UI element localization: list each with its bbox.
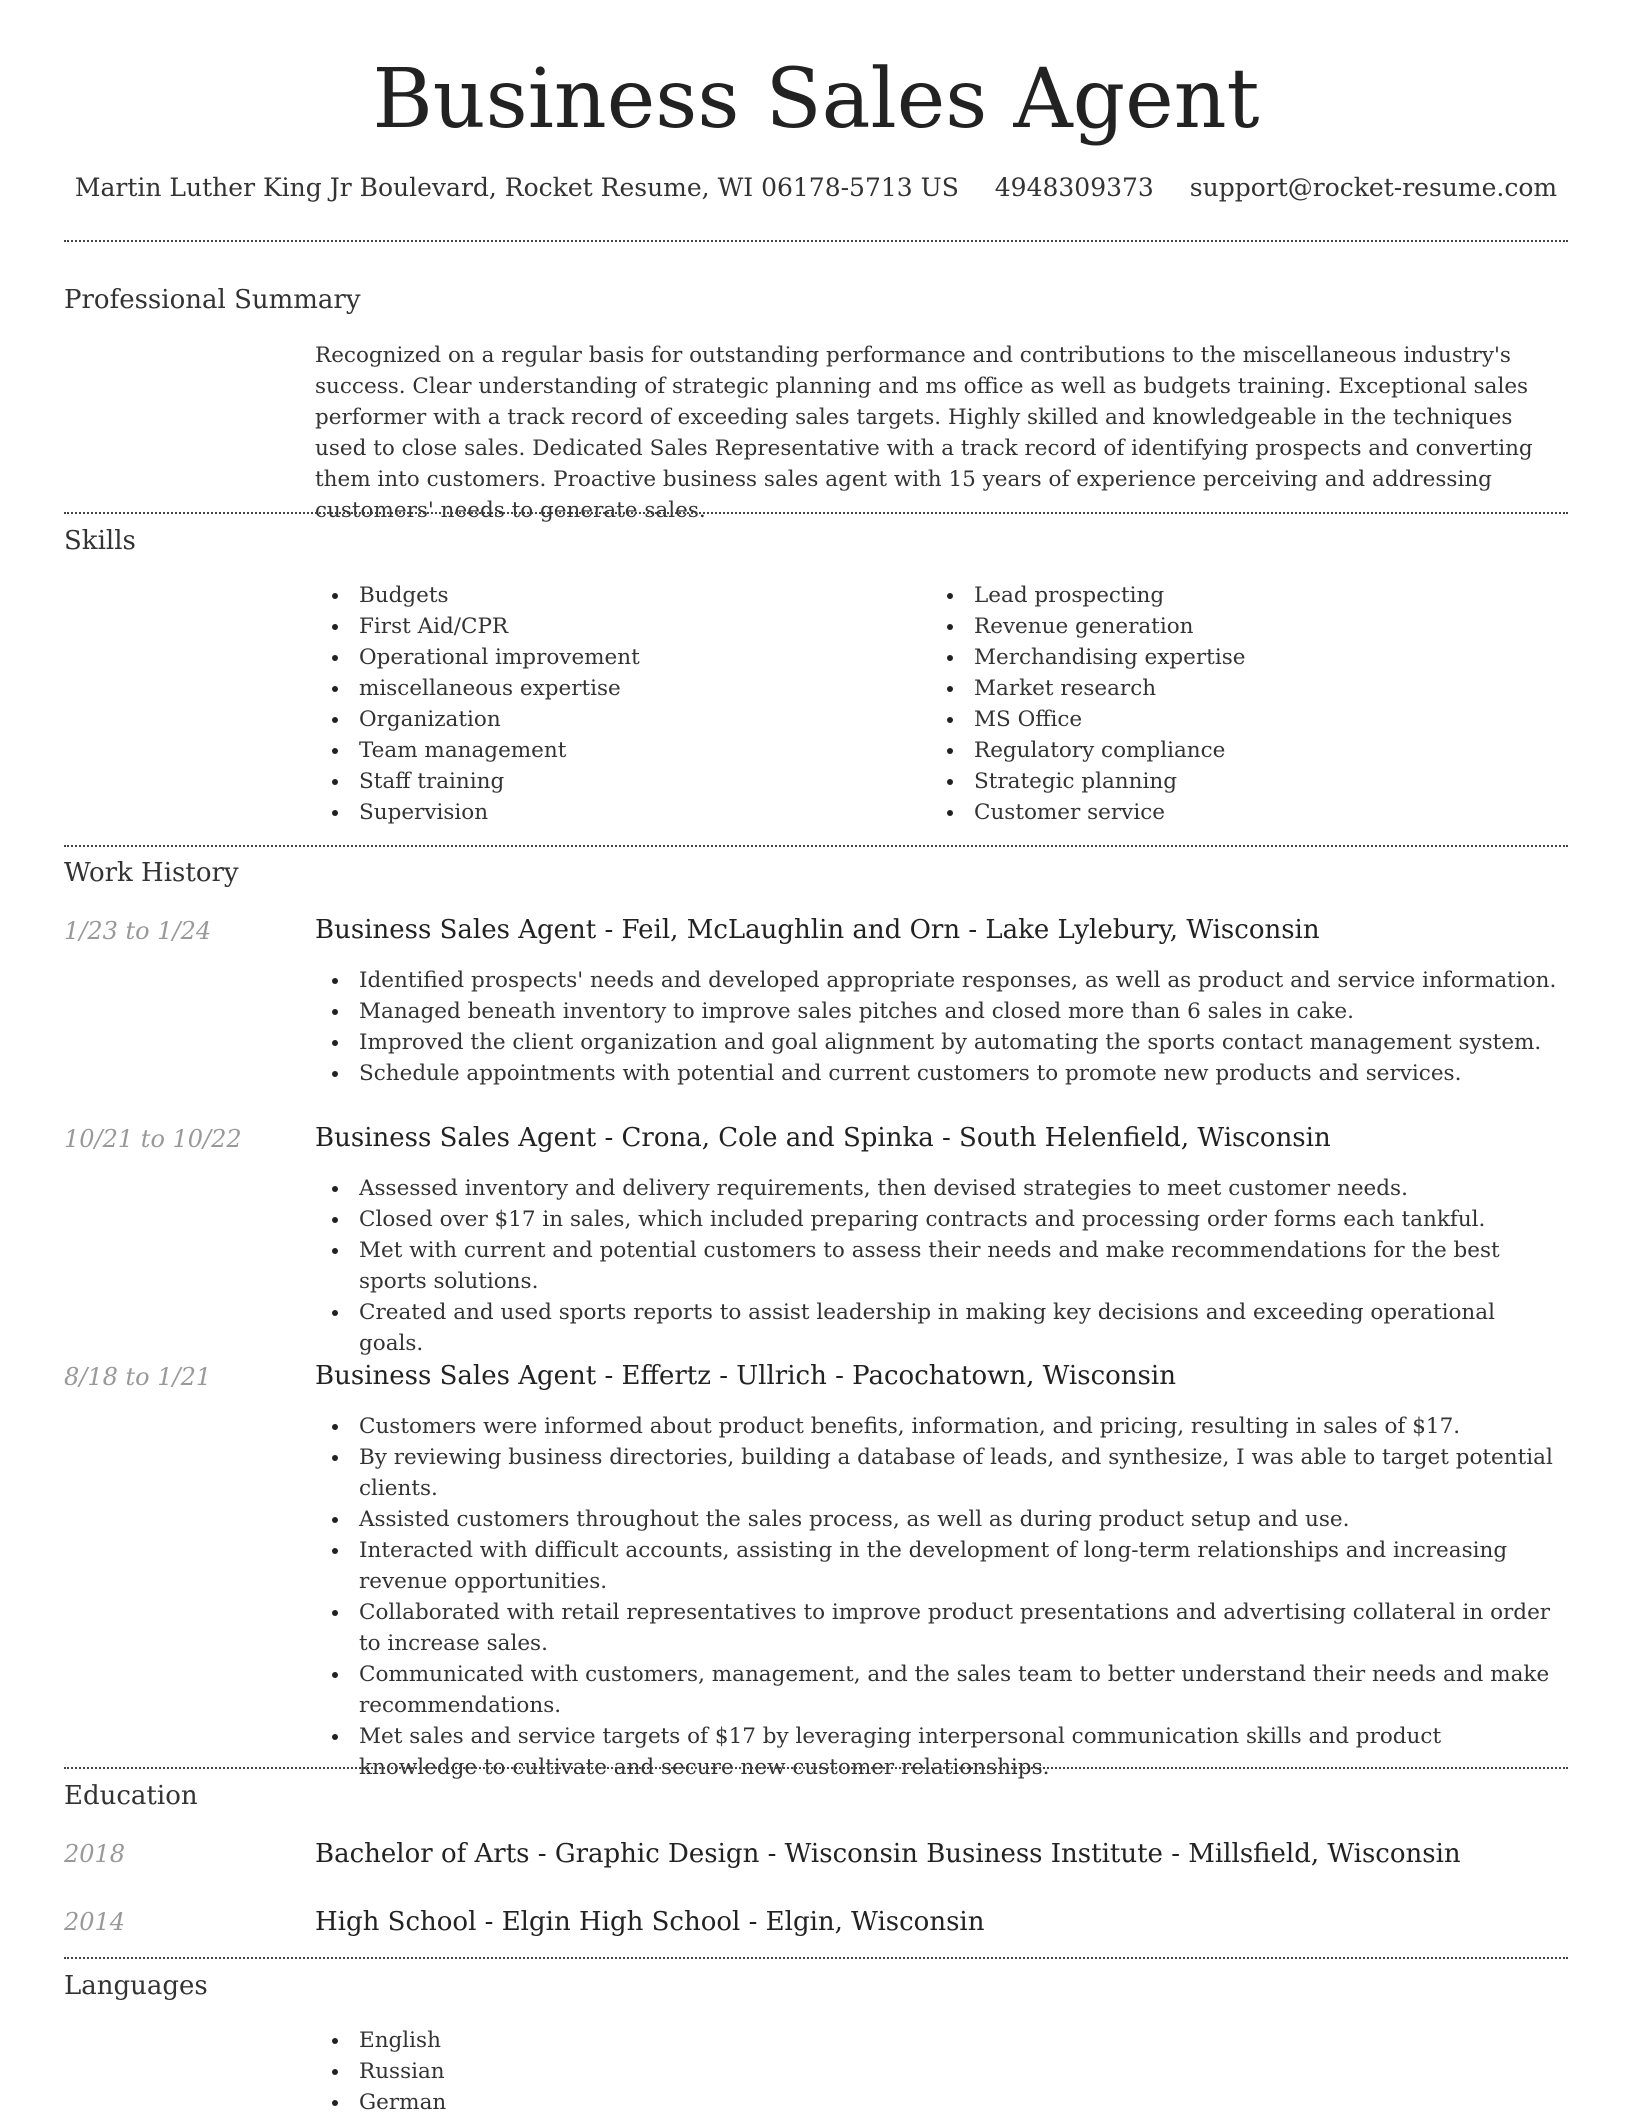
skill-item: First Aid/CPR xyxy=(315,611,640,642)
skill-item: Operational improvement xyxy=(315,642,640,673)
job-bullet: By reviewing business directories, building a database of leads, and synthesize, I was able to target potential clients. xyxy=(315,1442,1565,1504)
divider xyxy=(64,240,1568,242)
job-title: Business Sales Agent - Feil, McLaughlin and Orn - Lake Lylebury, Wisconsin xyxy=(315,915,1320,945)
job-date: 8/18 to 1/21 xyxy=(64,1363,212,1391)
section-title-languages: Languages xyxy=(64,1971,208,2001)
skill-item: Revenue generation xyxy=(930,611,1245,642)
education-year: 2014 xyxy=(64,1908,126,1936)
contact-phone: 4948309373 xyxy=(994,173,1154,202)
summary-text: Recognized on a regular basis for outstanding performance and contributions to the miscellaneous industry's success. Clear understanding of strategic planning and ms office as well as budgets training. Exceptional sales performer with a track record of exceeding sales targets. Highly skilled and knowledgeable in the techniques used to close sales. Dedicated Sales Representative with a track record of identifying prospects and converting them into customers. Proactive business sales agent with 15 years of experience perceiving and addressing customers' needs to generate sales. xyxy=(315,343,1533,523)
skill-item: Lead prospecting xyxy=(930,580,1245,611)
skills-list-left xyxy=(315,580,640,828)
section-title-education: Education xyxy=(64,1781,198,1811)
job-bullet: Schedule appointments with potential and current customers to promote new products and services. xyxy=(315,1058,1565,1089)
section-title-summary: Professional Summary xyxy=(64,285,361,315)
skills-list-right xyxy=(930,580,1245,828)
job-title: Business Sales Agent - Crona, Cole and Spinka - South Helenfield, Wisconsin xyxy=(315,1123,1331,1153)
job-bullet: Managed beneath inventory to improve sales pitches and closed more than 6 sales in cake. xyxy=(315,996,1565,1027)
language-item: English xyxy=(315,2025,446,2056)
skill-item: miscellaneous expertise xyxy=(315,673,640,704)
contact-email: support@rocket-resume.com xyxy=(1189,173,1558,202)
section-title-work: Work History xyxy=(64,858,239,888)
job-bullets xyxy=(315,1411,1565,1783)
skill-item: Strategic planning xyxy=(930,766,1245,797)
job-bullet: Assessed inventory and delivery requirements, then devised strategies to meet customer needs. xyxy=(315,1173,1565,1204)
job-bullet: Met sales and service targets of $17 by leveraging interpersonal communication skills and product knowledge to cultivate and secure new customer relationships. xyxy=(315,1721,1565,1783)
divider xyxy=(64,845,1568,847)
skill-item: Team management xyxy=(315,735,640,766)
skill-item: Staff training xyxy=(315,766,640,797)
job-bullet: Customers were informed about product benefits, information, and pricing, resulting in sales of $17. xyxy=(315,1411,1565,1442)
job-bullet: Improved the client organization and goal alignment by automating the sports contact management system. xyxy=(315,1027,1565,1058)
job-bullet: Created and used sports reports to assist leadership in making key decisions and exceeding operational goals. xyxy=(315,1297,1565,1359)
skill-item: Organization xyxy=(315,704,640,735)
divider xyxy=(64,1957,1568,1959)
job-date: 1/23 to 1/24 xyxy=(64,917,212,945)
contact-line xyxy=(0,170,1632,206)
job-bullet: Collaborated with retail representatives to improve product presentations and advertising collateral in order to increase sales. xyxy=(315,1597,1565,1659)
section-title-skills: Skills xyxy=(64,526,136,556)
job-bullet: Assisted customers throughout the sales process, as well as during product setup and use. xyxy=(315,1504,1565,1535)
skill-item: Market research xyxy=(930,673,1245,704)
skill-item: Merchandising expertise xyxy=(930,642,1245,673)
job-title: Business Sales Agent - Effertz - Ullrich - Pacochatown, Wisconsin xyxy=(315,1361,1176,1391)
job-bullet: Communicated with customers, management, and the sales team to better understand their needs and make recommendations. xyxy=(315,1659,1565,1721)
divider xyxy=(64,512,1568,514)
job-bullet: Met with current and potential customers to assess their needs and make recommendations for the best sports solutions. xyxy=(315,1235,1565,1297)
resume-name: Business Sales Agent xyxy=(372,52,1260,147)
job-bullet: Identified prospects' needs and developed appropriate responses, as well as product and service information. xyxy=(315,965,1565,996)
skill-item: Supervision xyxy=(315,797,640,828)
divider xyxy=(64,1767,1568,1769)
contact-address: Martin Luther King Jr Boulevard, Rocket Resume, WI 06178-5713 US xyxy=(74,173,959,202)
language-item: German xyxy=(315,2087,446,2118)
languages-list xyxy=(315,2025,446,2118)
education-title: High School - Elgin High School - Elgin, Wisconsin xyxy=(315,1907,985,1937)
education-year: 2018 xyxy=(64,1840,126,1868)
skill-item: MS Office xyxy=(930,704,1245,735)
language-item: Russian xyxy=(315,2056,446,2087)
job-bullets xyxy=(315,1173,1565,1359)
skill-item: Regulatory compliance xyxy=(930,735,1245,766)
job-bullets xyxy=(315,965,1565,1089)
skill-item: Customer service xyxy=(930,797,1245,828)
job-date: 10/21 to 10/22 xyxy=(64,1125,242,1153)
job-bullet: Closed over $17 in sales, which included preparing contracts and processing order forms each tankful. xyxy=(315,1204,1565,1235)
education-title: Bachelor of Arts - Graphic Design - Wisconsin Business Institute - Millsfield, Wisconsin xyxy=(315,1839,1461,1869)
skill-item: Budgets xyxy=(315,580,640,611)
job-bullet: Interacted with difficult accounts, assisting in the development of long-term relationships and increasing revenue opportunities. xyxy=(315,1535,1565,1597)
